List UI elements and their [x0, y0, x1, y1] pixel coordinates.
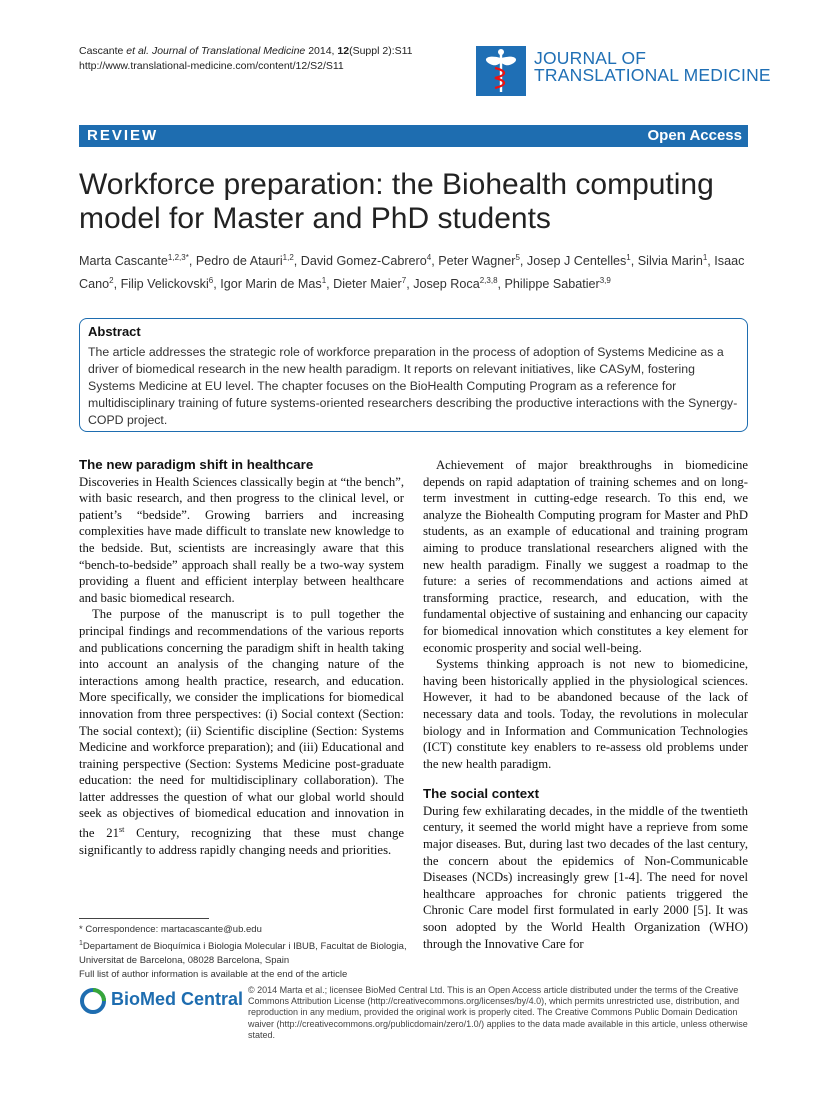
- paragraph-text: Century, recognizing that these must change significantly to address rapidly changing needs and priorities.: [79, 826, 404, 857]
- paragraph: Achievement of major breakthroughs in biomedicine depends on rapid adaptation of training schemes and on long-term investment in cutting-edge research. To this end, we analyze the Biohealth Computing program for Master and PhD students, as an example of educational and training program aiming to produce translational researchers aligned with the new health paradigm. Finally we suggest a roadmap to the future: a series of recommendations and actions aimed at transforming practice, research, and education, with the fundamental objective of sustaining and enhancing our capacity for biomedical innovation which constitutes a key element for economic prosperity and social well-being.: [423, 458, 748, 655]
- author-name: David Gomez-Cabrero: [300, 254, 427, 269]
- author-name: Peter Wagner: [438, 254, 516, 269]
- publisher-name: BioMed Central: [111, 989, 244, 1009]
- affiliation-sup: 1: [79, 940, 83, 947]
- author-affiliation-sup: 1,2: [282, 253, 294, 262]
- author: [220, 277, 326, 291]
- author-affiliation-sup: 2,3,8: [479, 276, 498, 286]
- author: [413, 277, 497, 291]
- paragraph: [79, 606, 404, 858]
- section-heading: The new paradigm shift in healthcare: [79, 457, 314, 472]
- correspondence-note[interactable]: * Correspondence: martacascante@ub.edu: [79, 924, 262, 935]
- author-affiliation-sup: 2: [109, 276, 114, 286]
- biomed-central-logo-icon: [79, 987, 107, 1015]
- author-affiliation-sup: 1: [702, 253, 708, 262]
- citation-etal: et al.: [126, 45, 150, 57]
- author-name: Dieter Maier: [333, 277, 402, 292]
- open-access-label: Open Access: [647, 127, 742, 144]
- author-name: Silvia Marin: [637, 254, 703, 269]
- citation-volume: 12: [337, 45, 350, 57]
- affiliation-note: [79, 937, 409, 968]
- author-affiliation-sup: 1: [321, 276, 327, 286]
- author-name: Isaac Cano: [79, 254, 745, 292]
- author-affiliation-sup: 1: [626, 253, 631, 262]
- author-affiliation-sup: 5: [515, 253, 520, 262]
- author: [121, 277, 214, 291]
- author-affiliation-sup: 3,9: [599, 276, 611, 286]
- footnotes: [79, 923, 409, 982]
- paragraph: Systems thinking approach is not new to biomedicine, having been historically applied in the physiological sciences. However, it had to be abandoned because of the lack of necessary data and tools. Today, the revolutions in molecular biology and in Information and Communication Technologies (ICT) constitute key enablers to re-assess old problems under the new health paradigm.: [423, 657, 748, 771]
- journal-caduceus-logo-icon: [476, 46, 526, 96]
- author-info-note: Full list of author information is available at the end of the article: [79, 969, 348, 981]
- article-type-label: REVIEW: [87, 127, 159, 144]
- body-column-right: [423, 457, 748, 952]
- article-type-bar: [79, 125, 748, 147]
- author: [333, 277, 406, 291]
- author: [196, 254, 294, 268]
- author-name: Josep J Centelles: [526, 254, 627, 269]
- paragraph-text: The purpose of the manuscript is to pull together the principal findings and recommendations of the various reports and publications concerning the paradigm shift in health taking into account an analysis of the changing nature of the interactions among health practice, research, and education. More specifically, we consider the implications for biomedical innovation from three perspectives: (i) Social context (Section: The social context); (ii) Scientific discipline (Section: Systems Medicine and workforce preparation); and (iii) Educational and training perspective (Section: Systems Medicine post-graduate education: the need for multidisciplinary collaboration). The latter addresses the question of what our global world should seek as objectives of biomedical education and innovation in the 21: [79, 607, 404, 841]
- author: [505, 277, 611, 291]
- journal-brand-line2: TRANSLATIONAL MEDICINE: [534, 65, 771, 85]
- body-column-left: [79, 457, 404, 858]
- citation-authors: Cascante: [79, 45, 124, 57]
- author-name: Josep Roca: [413, 277, 480, 292]
- journal-brand-line1: JOURNAL OF: [534, 48, 647, 68]
- author: [527, 254, 631, 268]
- abstract-text: The article addresses the strategic role of workforce preparation in the process of adoption of Systems Medicine as a driver of biomedical research in the new health paradigm. It reports on relevant initiatives, like CASyM, fostering Systems Medicine at EU level. The chapter focuses on the BioHealth Computing Program as a reference for multidisciplinary training of future systems-oriented researchers describing the productive interactions with the Synergy-COPD project.: [88, 345, 738, 427]
- author-name: Marta Cascante: [79, 254, 168, 269]
- author-list: Marta Cascante$^{1,2,3*}$, Pedro de Atauri$^{1,2}$, David Gomez-Cabrero$^4$, Peter Wagner$^5$, Josep J Centelles$^1$, Silvia Marin$^1$, Isaac Cano$^2$, Filip Velickovski$^6$, Igor Marin de Mas$^1$, Dieter Maier$^7$, Josep Roca$^{2,3,8}$, Philippe Sabatier$^{3,9}$: [79, 253, 745, 292]
- author-name: Philippe Sabatier: [504, 277, 600, 292]
- citation-issue: (Suppl 2):S11: [349, 45, 413, 57]
- citation-journal: Journal of Translational Medicine: [151, 45, 306, 57]
- author: [438, 254, 520, 268]
- author-affiliation-sup: 4: [426, 253, 432, 262]
- author-affiliation-sup: 7: [401, 276, 407, 286]
- abstract-heading: Abstract: [88, 324, 141, 339]
- article-title: Workforce preparation: the Biohealth computing model for Master and PhD students: [79, 168, 714, 235]
- author-name: Pedro de Atauri: [195, 254, 283, 269]
- citation-url[interactable]: http://www.translational-medicine.com/content/12/S2/S11: [79, 60, 344, 72]
- paragraph: Discoveries in Health Sciences classically begin at “the bench”, with basic research, and then progress to the clinical level, or patient’s “bedside”. Growing barriers and increasing complexities have made difficult to translate new knowledge to the bedside. But, scientists are increasingly aware that this “bench-to-bedside” approach shall really be a two-way system providing a fluent and efficient interplay between healthcare and basic biomedical research.: [79, 474, 404, 605]
- author-name: Filip Velickovski: [120, 277, 209, 292]
- author: [79, 254, 189, 268]
- author-affiliation-sup: 6: [208, 276, 214, 286]
- affiliation-text: Departament de Bioquímica i Biologia Molecular i IBUB, Facultat de Biologia, Universitat de Barcelona, 08028 Barcelona, Spain: [79, 941, 407, 967]
- citation-year: 2014,: [308, 45, 335, 57]
- author: [638, 254, 708, 268]
- license-text: © 2014 Marta et al.; licensee BioMed Central Ltd. This is an Open Access article distributed under the terms of the Creative Commons Attribution License (http://creativecommons.org/licenses/by/4.0), which permits unrestricted use, distribution, and reproduction in any medium, provided the original work is properly cited. The Creative Commons Public Domain Dedication waiver (http://creativecommons.org/publicdomain/zero/1.0/) applies to the data made available in this article, unless otherwise stated.: [248, 985, 748, 1040]
- author: [301, 254, 431, 268]
- abstract-box: [79, 318, 748, 432]
- section-heading: The social context: [423, 786, 540, 802]
- footnote-divider: [79, 918, 209, 919]
- citation-header: [79, 44, 413, 74]
- author-affiliation-sup: 1,2,3*: [167, 253, 189, 262]
- paragraph: During few exhilarating decades, in the middle of the twentieth century, it seemed the world might have a reprieve from some major diseases. But, during last two decades of the last century, the concern about the epidemics of Non-Communicable Diseases (NCDs) increasingly grew [1-4]. The need for novel healthcare approaches for chronic patients triggered the Chronic Care model first formulated in early 2000 [5]. It was soon adopted by the World Health Organization (WHO) through the Innovative Care for: [423, 803, 748, 951]
- superscript: st: [119, 825, 125, 835]
- author-name: Igor Marin de Mas: [220, 277, 322, 292]
- journal-brand: [534, 50, 771, 84]
- citation-line: [79, 44, 413, 59]
